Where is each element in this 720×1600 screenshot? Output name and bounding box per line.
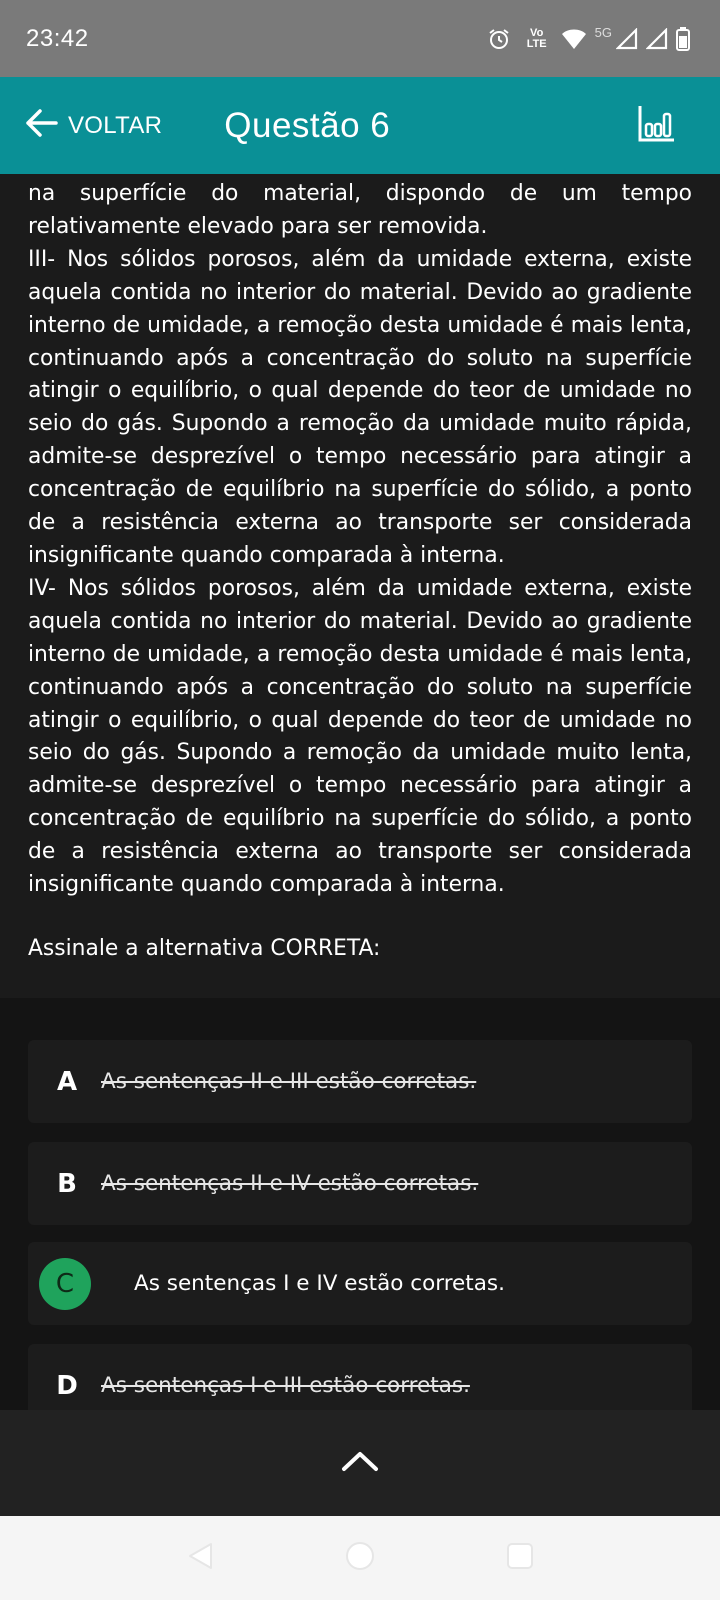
- page-title: Questão 6: [224, 105, 391, 145]
- chevron-up-icon: [341, 1450, 379, 1477]
- signal-icon-2: [646, 28, 668, 50]
- back-button[interactable]: [24, 108, 162, 143]
- question-paragraph-fragment: na superfície do material, dispondo de um tempo relativamente elevado para ser removida.: [28, 181, 692, 239]
- question-content: [0, 174, 720, 998]
- question-paragraph-iv: IV- Nos sólidos porosos, além da umidade externa, existe aquela contida no interior do material. Devido ao gradiente interno de umidade, a remoção desta umidade é mais lenta, continuando após a concentração do soluto na superfície atingir o equilíbrio, o qual depende do teor de umidade no seio do gás. Supondo a remoção da umidade muito lenta, admite-se desprezível o tempo necessário para atingir a concentração de equilíbrio na superfície do sólido, a ponto de a resistência externa ao transporte ser considerada insignificante quando comparada à interna.: [28, 575, 692, 898]
- triangle-back-icon: [187, 1542, 213, 1575]
- status-icons: [487, 27, 690, 51]
- system-nav-bar: [0, 1516, 720, 1600]
- expand-button[interactable]: [330, 1433, 390, 1493]
- options-list: [0, 998, 720, 1410]
- wifi-icon: [561, 28, 587, 50]
- circle-home-icon: [345, 1541, 375, 1576]
- app-bar: [0, 77, 720, 174]
- option-b[interactable]: [28, 1142, 692, 1225]
- bottom-panel: [0, 1410, 720, 1516]
- option-text: As sentenças II e III estão corretas.: [101, 1069, 477, 1094]
- option-letter: B: [57, 1168, 77, 1199]
- option-letter: D: [56, 1370, 78, 1401]
- stats-button[interactable]: [638, 104, 676, 147]
- volte-label: Vo: [530, 26, 544, 39]
- lte-label: LTE: [526, 37, 547, 50]
- arrow-left-icon: [24, 108, 58, 143]
- nav-recents-button[interactable]: [495, 1533, 545, 1583]
- signal-icon: [616, 28, 638, 50]
- nav-back-button[interactable]: [175, 1533, 225, 1583]
- option-text: As sentenças I e III estão corretas.: [101, 1373, 470, 1398]
- alarm-icon: [487, 27, 511, 51]
- nav-home-button[interactable]: [335, 1533, 385, 1583]
- option-a[interactable]: [28, 1040, 692, 1123]
- bar-chart-icon: [638, 129, 676, 146]
- option-text: As sentenças I e IV estão corretas.: [134, 1271, 505, 1296]
- option-c[interactable]: [28, 1242, 692, 1325]
- back-label: VOLTAR: [68, 111, 163, 139]
- volte-icon: [527, 28, 547, 50]
- network-type: 5G: [594, 25, 612, 40]
- option-text: As sentenças II e IV estão corretas.: [101, 1171, 479, 1196]
- battery-icon: [676, 27, 690, 51]
- question-text: [28, 178, 692, 902]
- question-paragraph-iii: III- Nos sólidos porosos, além da umidade externa, existe aquela contida no interior do material. Devido ao gradiente interno de umidade, a remoção desta umidade é mais lenta, continuando após a concentração do soluto na superfície atingir o equilíbrio, o qual depende do teor de umidade no seio do gás. Supondo a remoção da umidade muito rápida, admite-se desprezível o tempo necessário para atingir a concentração de equilíbrio na superfície do sólido, a ponto de a resistência externa ao transporte ser considerada insignificante quando comparada à interna.: [28, 246, 692, 568]
- square-recents-icon: [506, 1542, 534, 1575]
- question-instruction: Assinale a alternativa CORRETA:: [28, 935, 381, 961]
- option-letter: A: [56, 1066, 78, 1097]
- status-time: 23:42: [26, 24, 89, 52]
- option-letter-selected: C: [39, 1258, 91, 1310]
- status-bar: [0, 0, 720, 77]
